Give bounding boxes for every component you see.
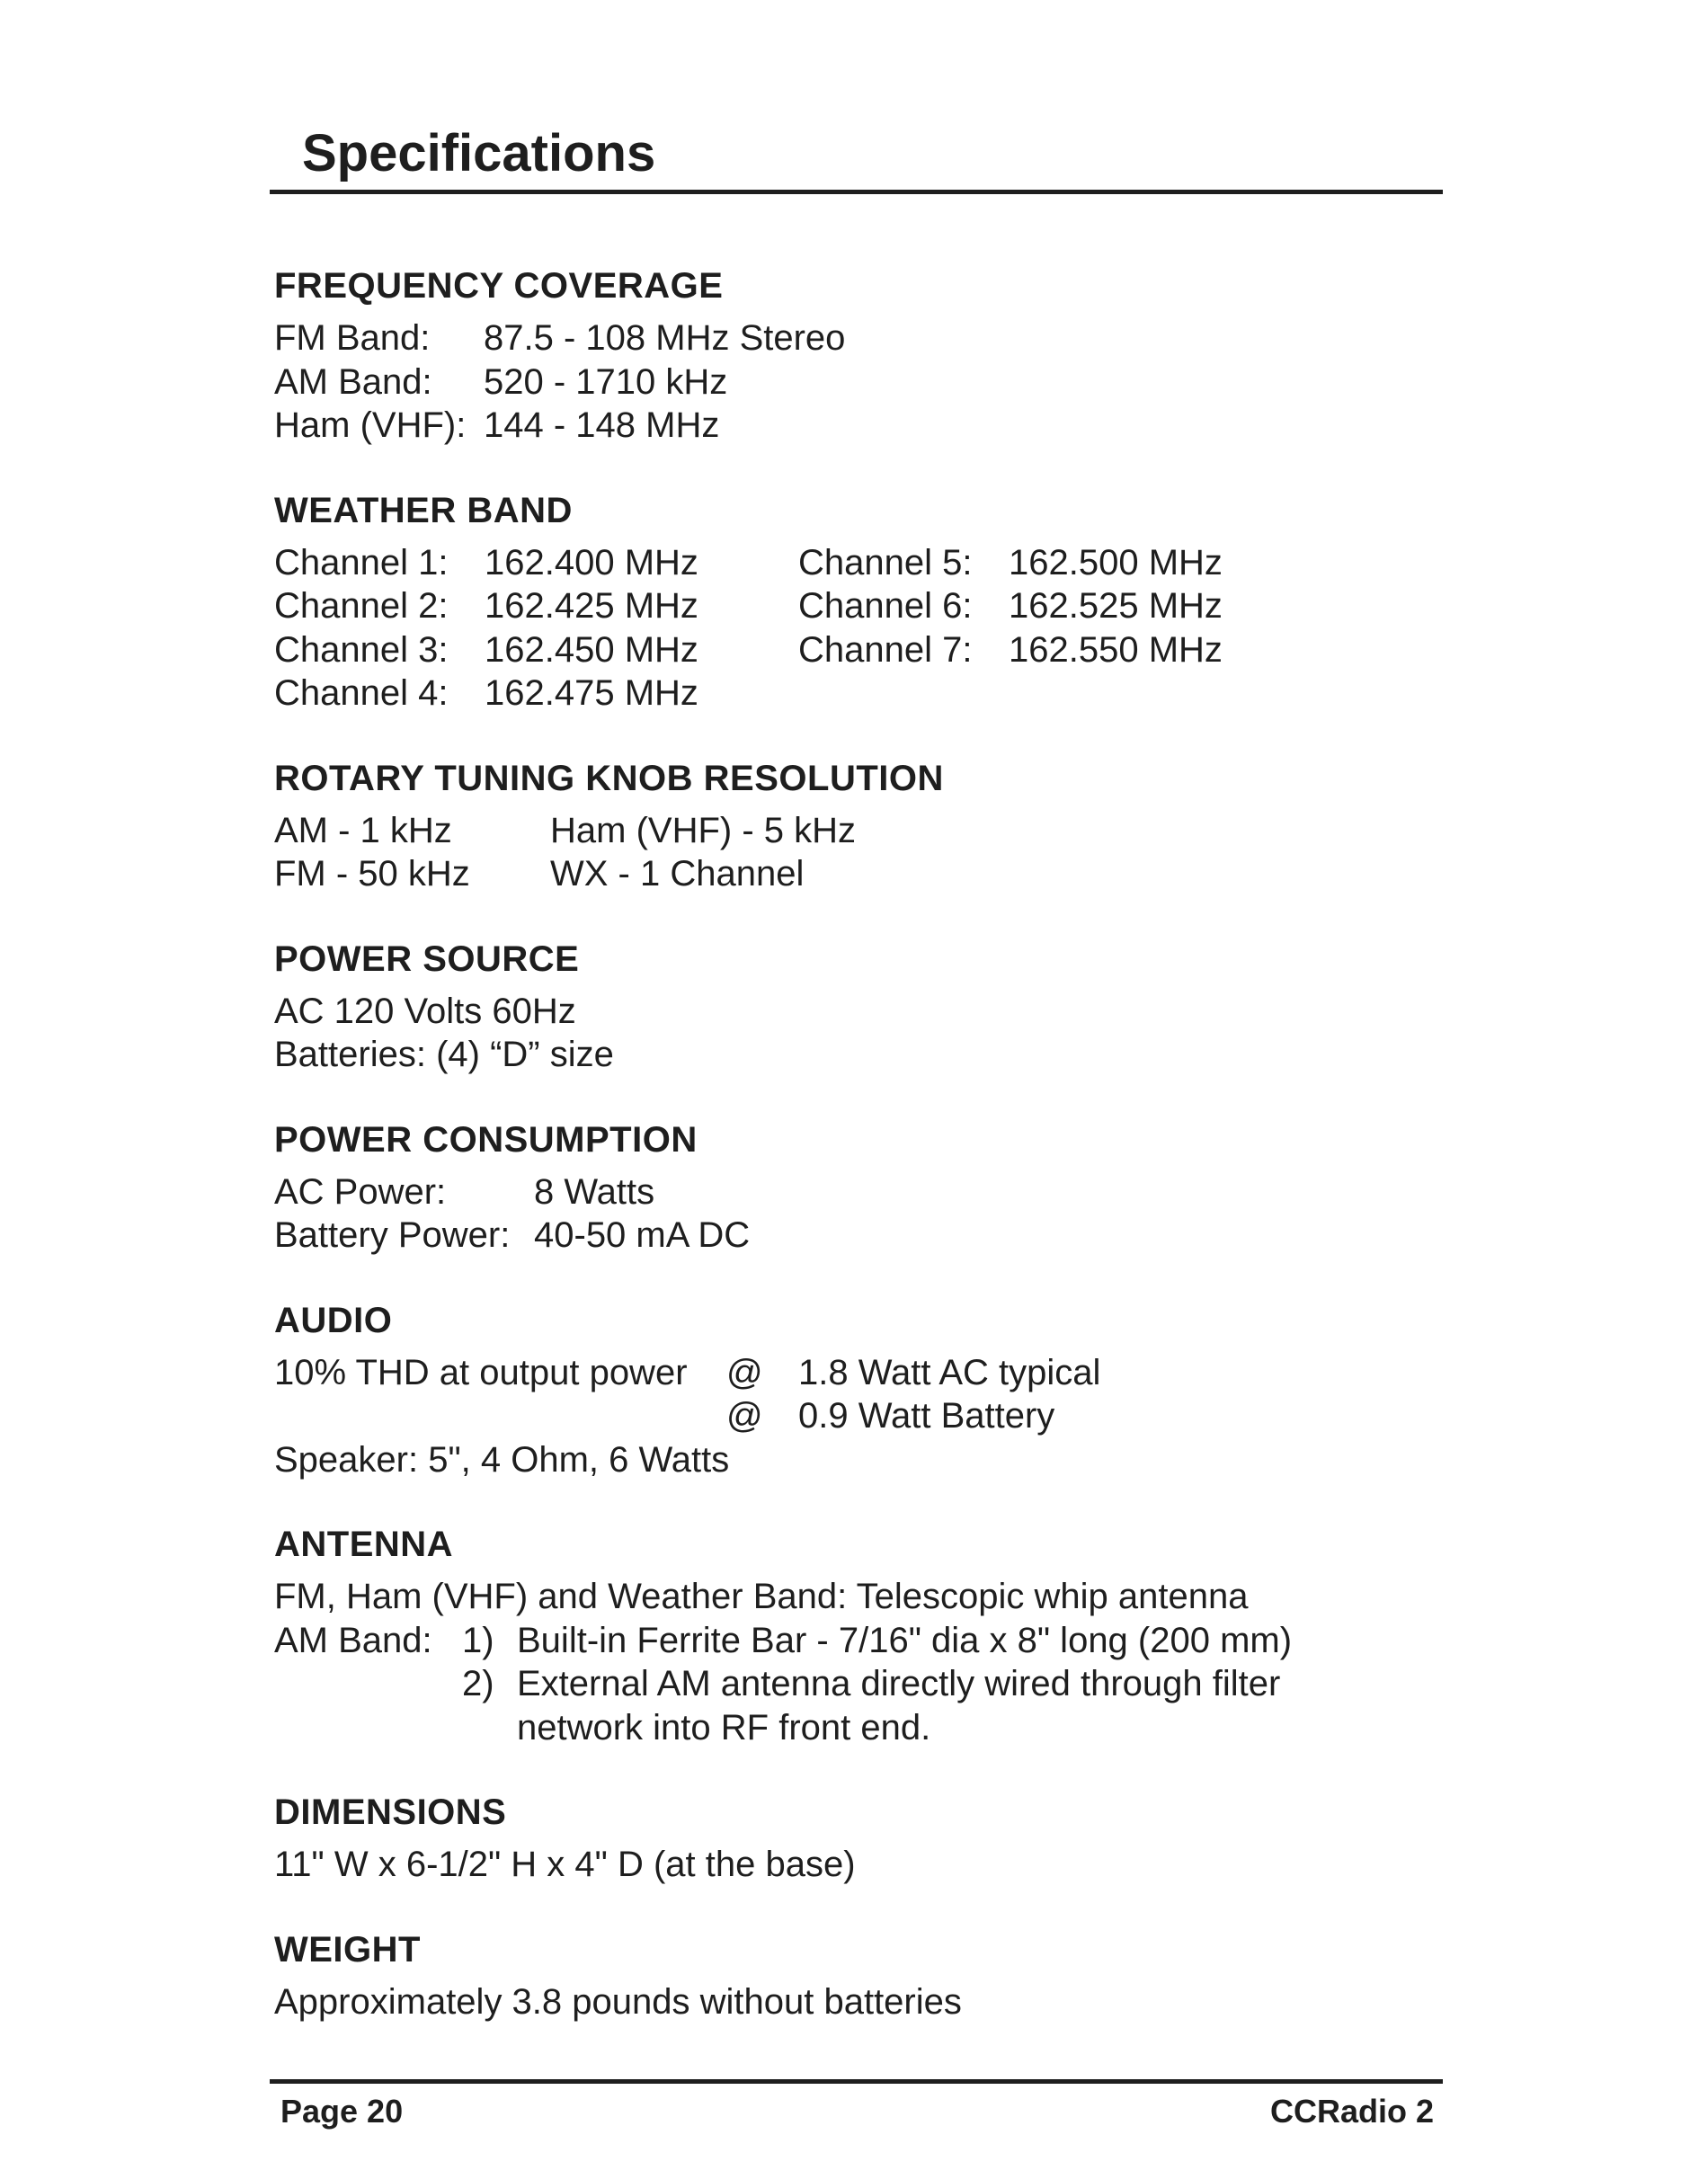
section-audio	[274, 1295, 1434, 1482]
channel-row	[274, 628, 1434, 672]
spec-row	[274, 1170, 1434, 1214]
document-page	[270, 0, 1443, 2179]
knob-step: WX - 1 Channel	[550, 854, 805, 894]
section-power-consumption	[274, 1115, 1434, 1258]
section-heading: AUDIO	[274, 1300, 393, 1340]
channel-value: 162.475 MHz	[485, 673, 698, 713]
audio-label: 10% THD at output power	[274, 1352, 688, 1392]
audio-row	[274, 1351, 1434, 1395]
section-heading: ANTENNA	[274, 1525, 454, 1564]
spec-line: 11" W x 6-1/2" H x 4" D (at the base)	[274, 1845, 856, 1884]
antenna-item-text: External AM antenna directly wired through filter	[517, 1664, 1281, 1703]
antenna-label-spacer	[274, 1706, 462, 1750]
spec-value: 87.5 - 108 MHz Stereo	[484, 318, 846, 358]
section-knob-resolution	[274, 753, 1434, 896]
section-weather-band	[274, 485, 1434, 716]
antenna-label: AM Band:	[274, 1620, 432, 1660]
spec-line: FM, Ham (VHF) and Weather Band: Telescopic whip antenna	[274, 1577, 1249, 1616]
section-power-source	[274, 934, 1434, 1077]
antenna-item-number: 1)	[462, 1620, 494, 1660]
spec-row	[274, 1214, 1434, 1258]
spec-label: FM Band:	[274, 318, 431, 358]
section-frequency-coverage	[274, 261, 1434, 448]
channel-label: Channel 4:	[274, 673, 449, 713]
section-heading: FREQUENCY COVERAGE	[274, 266, 724, 306]
antenna-row	[274, 1662, 1434, 1706]
channel-value: 162.525 MHz	[1009, 586, 1223, 626]
spec-value: 520 - 1710 kHz	[484, 361, 728, 402]
channel-value: 162.450 MHz	[485, 629, 698, 670]
spec-row	[274, 316, 1434, 360]
section-heading: DIMENSIONS	[274, 1792, 507, 1832]
spec-value: 144 - 148 MHz	[484, 405, 720, 445]
section-antenna	[274, 1519, 1434, 1749]
antenna-item-text: network into RF front end.	[517, 1707, 931, 1748]
channel-row	[274, 584, 1434, 628]
knob-row	[274, 852, 1434, 896]
spec-line: Batteries: (4) “D” size	[274, 1035, 614, 1074]
spec-value: 8 Watts	[534, 1171, 655, 1212]
knob-step: FM - 50 kHz	[274, 854, 470, 894]
channel-label: Channel 2:	[274, 586, 449, 626]
spec-line: Approximately 3.8 pounds without batteries	[274, 1981, 962, 2022]
at-symbol: @	[726, 1396, 763, 1436]
antenna-row	[274, 1619, 1434, 1663]
section-heading: WEIGHT	[274, 1929, 421, 1970]
section-weight	[274, 1925, 1434, 2024]
knob-row	[274, 809, 1434, 853]
product-name: CCRadio 2	[1269, 2093, 1434, 2130]
spec-label: Battery Power:	[274, 1215, 511, 1255]
antenna-item-number	[462, 1706, 517, 1750]
section-heading: WEATHER BAND	[274, 490, 573, 530]
channel-label: Channel 3:	[274, 629, 449, 670]
spec-value: 40-50 mA DC	[534, 1215, 751, 1255]
knob-step: Ham (VHF) - 5 kHz	[550, 810, 856, 850]
spec-label: AC Power:	[274, 1171, 447, 1212]
channel-value: 162.425 MHz	[485, 586, 698, 626]
section-heading: POWER CONSUMPTION	[274, 1119, 698, 1160]
spec-label: AM Band:	[274, 361, 432, 402]
page-title: Specifications	[302, 124, 656, 182]
section-heading: POWER SOURCE	[274, 938, 580, 979]
spec-label: Ham (VHF):	[274, 405, 467, 445]
channel-row	[274, 541, 1434, 585]
at-symbol: @	[726, 1352, 763, 1392]
footer-rule	[270, 2079, 1443, 2084]
channel-row	[274, 671, 1434, 716]
section-dimensions	[274, 1787, 1434, 1887]
channel-value: 162.500 MHz	[1009, 542, 1223, 583]
channel-label: Channel 1:	[274, 542, 449, 583]
channel-value: 162.550 MHz	[1009, 629, 1223, 670]
antenna-row	[274, 1706, 1434, 1750]
section-heading: ROTARY TUNING KNOB RESOLUTION	[274, 758, 944, 798]
spec-row	[274, 360, 1434, 405]
audio-label	[274, 1394, 726, 1438]
audio-value: 0.9 Watt Battery	[798, 1396, 1055, 1436]
audio-value: 1.8 Watt AC typical	[798, 1352, 1101, 1392]
antenna-item-text: Built-in Ferrite Bar - 7/16" dia x 8" long (200 mm)	[517, 1620, 1293, 1660]
speaker-spec: Speaker: 5", 4 Ohm, 6 Watts	[274, 1439, 730, 1480]
page-number: Page 20	[280, 2093, 404, 2130]
title-rule	[270, 190, 1443, 194]
antenna-item-number: 2)	[462, 1664, 494, 1703]
channel-label: Channel 5:	[798, 542, 973, 583]
spec-row	[274, 404, 1434, 448]
channel-label: Channel 7:	[798, 629, 973, 670]
channel-label: Channel 6:	[798, 586, 973, 626]
spec-content	[274, 261, 1434, 2061]
channel-value: 162.400 MHz	[485, 542, 698, 583]
antenna-label-spacer	[274, 1662, 462, 1706]
spec-line: AC 120 Volts 60Hz	[274, 991, 576, 1031]
knob-step: AM - 1 kHz	[274, 810, 452, 850]
audio-row	[274, 1394, 1434, 1438]
